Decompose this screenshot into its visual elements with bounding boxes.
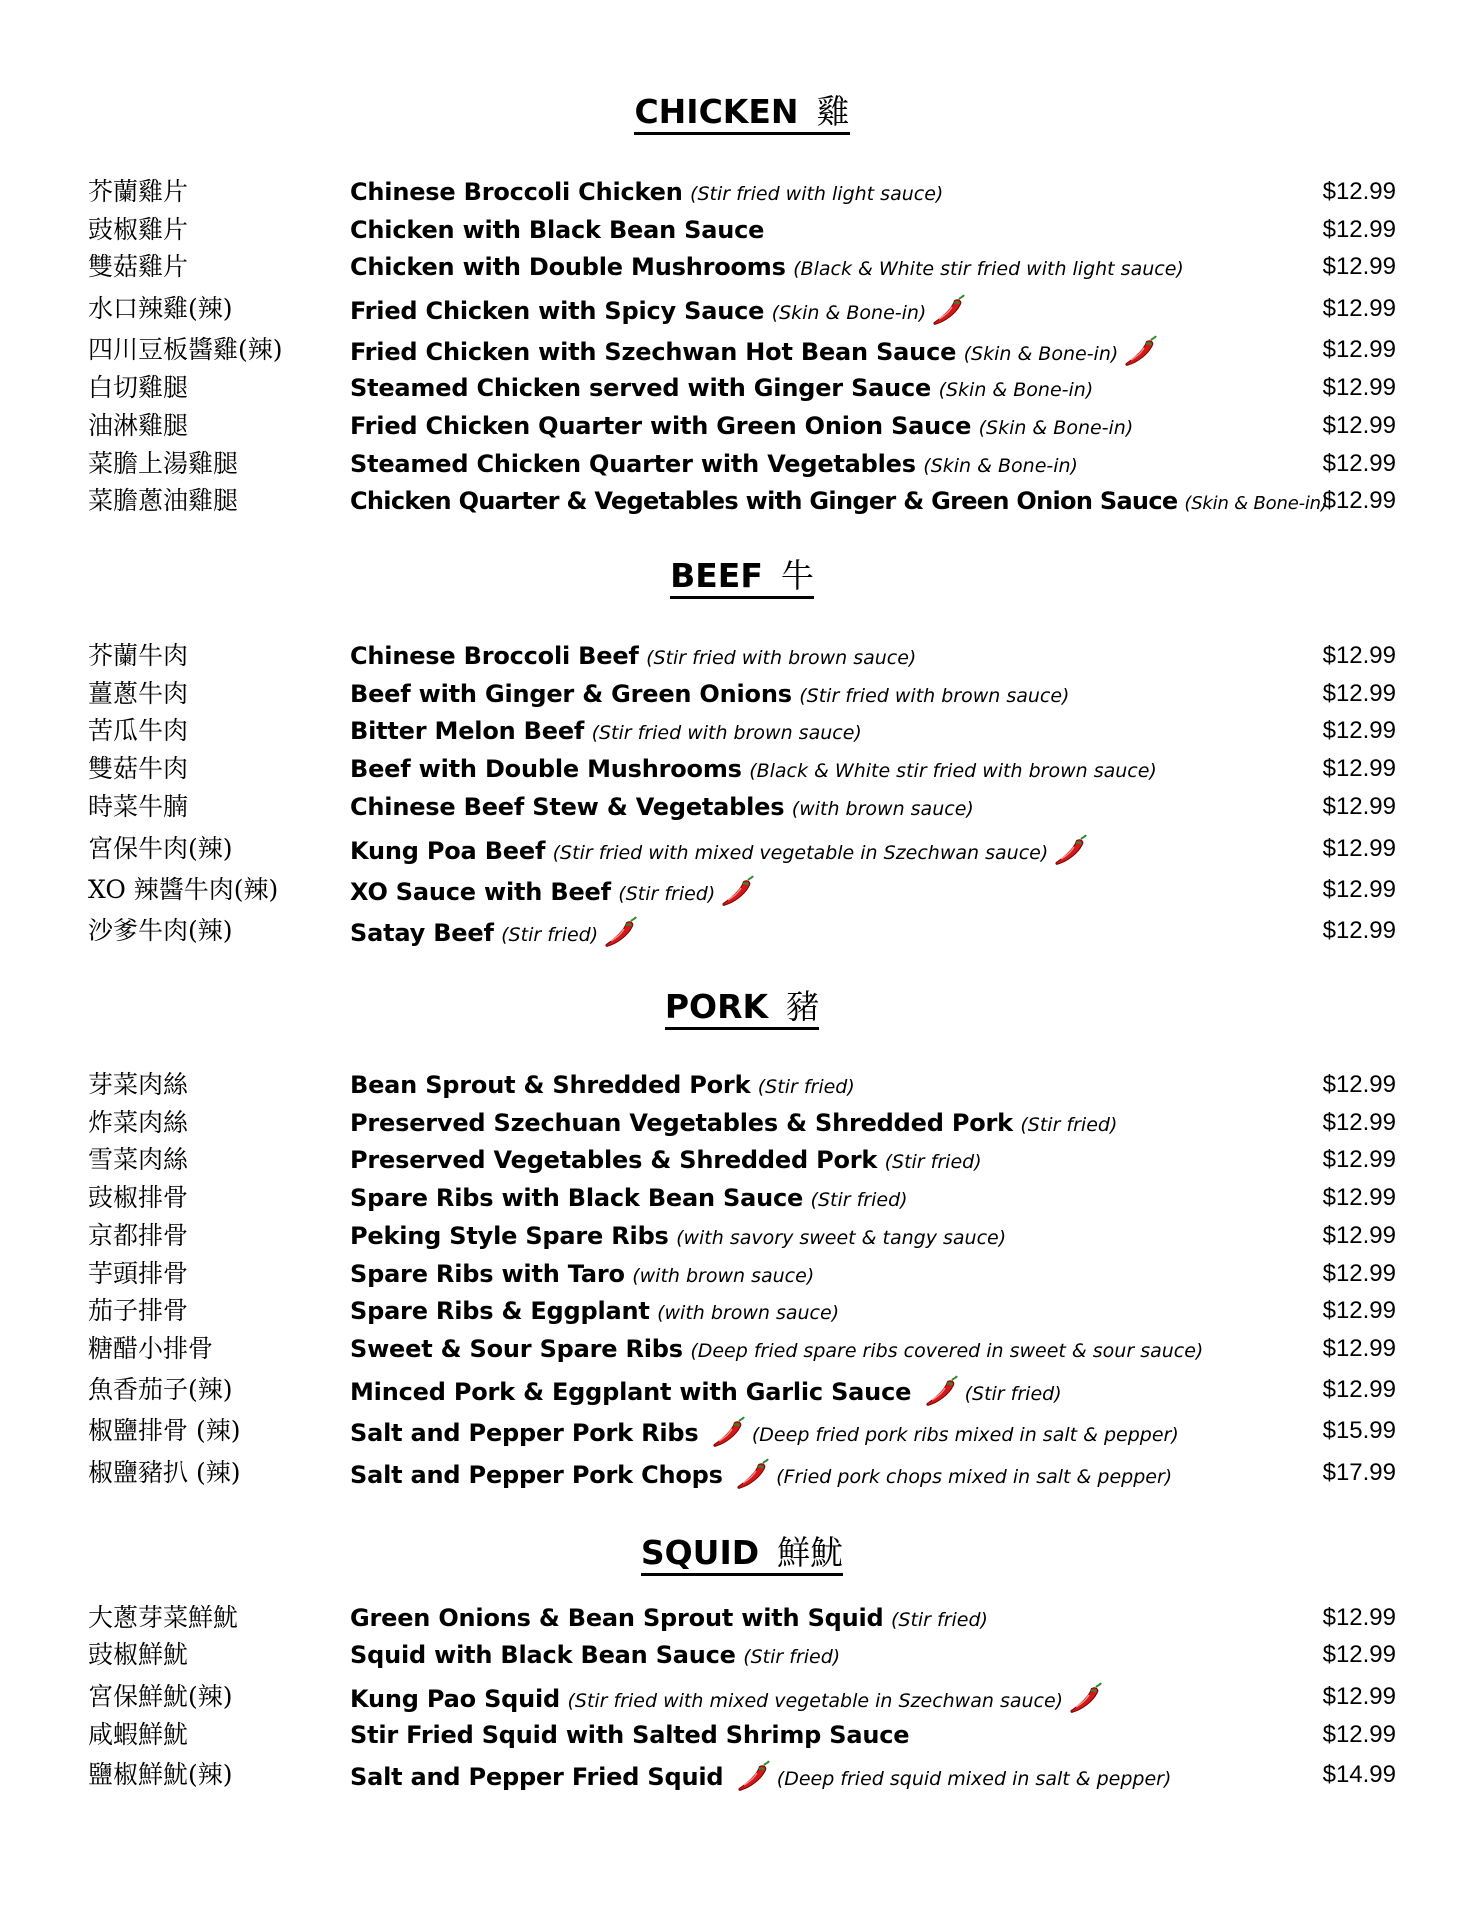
item-description-line [350, 1108, 1117, 1140]
item-chinese-name: 京都排骨 [88, 1221, 189, 1250]
item-desc: (Stir fried with mixed vegetable in Szechwan sauce) [567, 1690, 1064, 1712]
item-chinese-name: 糖醋小排骨 [88, 1334, 214, 1363]
item-description-line [350, 1682, 1109, 1716]
menu-item [0, 172, 1484, 210]
item-price: $12.99 [1322, 876, 1396, 903]
item-desc: (Skin & Bone-in) [1184, 493, 1328, 514]
menu-item [0, 1329, 1484, 1367]
item-desc: (Deep fried squid mixed in salt & pepper) [776, 1768, 1172, 1790]
item-price: $12.99 [1322, 1335, 1396, 1362]
item-chinese-name: 豉椒雞片 [88, 215, 189, 244]
item-name: Fried Chicken Quarter with Green Onion Sauce [350, 412, 972, 440]
item-description-line [350, 335, 1164, 369]
item-chinese-name: 芥蘭雞片 [88, 177, 189, 206]
section-title-en: SQUID [640, 1533, 760, 1572]
item-chinese-name: 雪菜肉絲 [88, 1145, 189, 1174]
menu-item [0, 1715, 1484, 1753]
item-price: $12.99 [1322, 1604, 1396, 1631]
item-chinese-name: 芋頭排骨 [88, 1259, 189, 1288]
menu-item [0, 1598, 1484, 1636]
item-price: $12.99 [1322, 216, 1396, 243]
item-price: $15.99 [1322, 1417, 1396, 1444]
item-desc: (Stir fried) [1020, 1114, 1118, 1136]
item-description-line [350, 486, 1328, 519]
item-description-line [350, 449, 1078, 481]
item-price: $12.99 [1322, 793, 1396, 820]
item-description-line [350, 834, 1094, 868]
item-name: Chinese Broccoli Chicken [350, 178, 683, 206]
item-desc: (Stir fried with mixed vegetable in Szechwan sauce) [552, 842, 1049, 864]
item-price: $14.99 [1322, 1761, 1396, 1788]
item-description-line [350, 215, 764, 247]
menu-item [0, 1065, 1484, 1103]
menu-item [0, 330, 1484, 368]
item-desc: (Black & White stir fried with light sauce) [793, 258, 1184, 280]
item-name: Chicken Quarter & Vegetables with Ginger & Green Onion Sauce [350, 487, 1178, 515]
item-name: Stir Fried Squid with Salted Shrimp Sauce [350, 1721, 910, 1749]
item-name: Steamed Chicken served with Ginger Sauce [350, 374, 932, 402]
menu-item [0, 406, 1484, 444]
item-desc: (Stir fried with brown sauce) [646, 647, 917, 669]
menu-item [0, 674, 1484, 712]
item-price: $12.99 [1322, 835, 1396, 862]
item-description-line [350, 252, 1184, 284]
item-description-line [350, 1375, 1062, 1409]
item-price: $12.99 [1322, 1641, 1396, 1668]
item-name: Fried Chicken with Szechwan Hot Bean Sauce [350, 338, 957, 366]
item-name: Spare Ribs with Black Bean Sauce [350, 1184, 804, 1212]
menu-item [0, 1411, 1484, 1449]
item-chinese-name: 椒鹽豬扒 (辣) [88, 1458, 241, 1487]
item-name: Beef with Double Mushrooms [350, 755, 742, 783]
item-price: $12.99 [1322, 642, 1396, 669]
item-description-line [350, 1296, 839, 1328]
item-chinese-name: 時菜牛腩 [88, 792, 189, 821]
menu-item [0, 1254, 1484, 1292]
section-title-pork [0, 987, 1484, 1031]
item-description-line [350, 1183, 908, 1215]
menu-item [0, 1178, 1484, 1216]
menu-item [0, 481, 1484, 519]
item-name: Steamed Chicken Quarter with Vegetables [350, 450, 916, 478]
item-price: $12.99 [1322, 1721, 1396, 1748]
item-name: Beef with Ginger & Green Onions [350, 680, 792, 708]
item-price: $12.99 [1322, 717, 1396, 744]
item-desc: (Stir fried) [757, 1076, 855, 1098]
section-title-zh: 牛 [780, 556, 814, 595]
menu-item [0, 1453, 1484, 1491]
item-desc: (Stir fried) [618, 883, 716, 905]
item-desc: (Stir fried with brown sauce) [591, 722, 862, 744]
section-title-en: CHICKEN [634, 92, 799, 131]
item-description-line [350, 177, 943, 209]
item-price: $17.99 [1322, 1459, 1396, 1486]
item-price: $12.99 [1322, 1146, 1396, 1173]
item-description-line [350, 875, 761, 909]
item-name: Chicken with Double Mushrooms [350, 253, 786, 281]
item-price: $12.99 [1322, 1297, 1396, 1324]
item-chinese-name: 白切雞腿 [88, 373, 189, 402]
menu-item [0, 1755, 1484, 1793]
menu-item [0, 1103, 1484, 1141]
item-price: $12.99 [1322, 253, 1396, 280]
item-price: $12.99 [1322, 1260, 1396, 1287]
pepper-icon [1069, 1682, 1103, 1716]
item-name: Chinese Beef Stew & Vegetables [350, 793, 785, 821]
item-description-line [350, 1334, 1203, 1366]
item-desc: (Stir fried) [884, 1151, 982, 1173]
item-price: $12.99 [1322, 178, 1396, 205]
item-chinese-name: 沙爹牛肉(辣) [88, 916, 233, 945]
menu-item [0, 787, 1484, 825]
item-chinese-name: 炸菜肉絲 [88, 1108, 189, 1137]
item-price: $12.99 [1322, 1376, 1396, 1403]
item-name: Bean Sprout & Shredded Pork [350, 1071, 751, 1099]
item-desc: (Stir fried) [810, 1189, 908, 1211]
menu-item [0, 911, 1484, 949]
item-chinese-name: 茄子排骨 [88, 1296, 189, 1325]
item-desc: (Black & White stir fried with brown sauce) [749, 760, 1157, 782]
item-price: $12.99 [1322, 374, 1396, 401]
item-description-line [350, 1416, 1179, 1450]
item-price: $12.99 [1322, 680, 1396, 707]
item-desc: (with brown sauce) [632, 1265, 815, 1287]
item-price: $12.99 [1322, 755, 1396, 782]
item-name: Peking Style Spare Ribs [350, 1222, 669, 1250]
item-chinese-name: 雙菇牛肉 [88, 754, 189, 783]
pepper-icon [604, 916, 638, 950]
item-name: Chinese Broccoli Beef [350, 642, 639, 670]
item-name: XO Sauce with Beef [350, 878, 611, 906]
item-desc: (with brown sauce) [657, 1302, 840, 1324]
item-description-line [350, 679, 1069, 711]
item-name: Sweet & Sour Spare Ribs [350, 1335, 683, 1363]
section-title-zh: 鮮魷 [777, 1533, 844, 1572]
pepper-icon [721, 875, 755, 909]
item-chinese-name: 薑蔥牛肉 [88, 679, 189, 708]
item-chinese-name: 豉椒鮮魷 [88, 1640, 189, 1669]
item-desc: (Deep fried spare ribs covered in sweet & sour sauce) [690, 1340, 1204, 1362]
menu-item [0, 247, 1484, 285]
pepper-icon [737, 1760, 771, 1794]
item-chinese-name: 芽菜肉絲 [88, 1070, 189, 1099]
item-desc: (Deep fried pork ribs mixed in salt & pepper) [751, 1424, 1179, 1446]
item-price: $12.99 [1322, 412, 1396, 439]
menu-item [0, 289, 1484, 327]
item-name: Fried Chicken with Spicy Sauce [350, 297, 765, 325]
menu-item [0, 1216, 1484, 1254]
item-name: Preserved Szechuan Vegetables & Shredded Pork [350, 1109, 1013, 1137]
item-price: $12.99 [1322, 917, 1396, 944]
item-name: Kung Poa Beef [350, 837, 546, 865]
item-chinese-name: 油淋雞腿 [88, 411, 189, 440]
item-desc: (Stir fried with light sauce) [690, 183, 944, 205]
item-name: Preserved Vegetables & Shredded Pork [350, 1146, 878, 1174]
item-price: $12.99 [1322, 450, 1396, 477]
item-chinese-name: XO 辣醬牛肉(辣) [88, 875, 279, 904]
item-chinese-name: 菜膽上湯雞腿 [88, 449, 239, 478]
menu-item [0, 1635, 1484, 1673]
item-desc: (Stir fried) [964, 1383, 1062, 1405]
item-name: Green Onions & Bean Sprout with Squid [350, 1604, 884, 1632]
item-chinese-name: 雙菇雞片 [88, 252, 189, 281]
menu-item [0, 444, 1484, 482]
section-title-beef [0, 556, 1484, 600]
item-name: Kung Pao Squid [350, 1685, 561, 1713]
item-description-line [350, 716, 862, 748]
item-desc: (Stir fried) [501, 924, 599, 946]
item-description-line [350, 1145, 982, 1177]
item-description-line [350, 1760, 1171, 1794]
item-desc: (Skin & Bone-in) [938, 379, 1094, 401]
item-chinese-name: 咸蝦鮮魷 [88, 1720, 189, 1749]
item-description-line [350, 1221, 1006, 1253]
item-name: Salt and Pepper Pork Ribs [350, 1419, 699, 1447]
item-chinese-name: 苦瓜牛肉 [88, 716, 189, 745]
item-description-line [350, 373, 1093, 405]
item-desc: (Skin & Bone-in) [771, 302, 927, 324]
item-description-line [350, 916, 644, 950]
item-chinese-name: 宮保鮮魷(辣) [88, 1682, 233, 1711]
item-desc: (Skin & Bone-in) [978, 417, 1134, 439]
item-name: Spare Ribs & Eggplant [350, 1297, 650, 1325]
section-title-en: BEEF [670, 556, 763, 595]
item-chinese-name: 椒鹽排骨 (辣) [88, 1416, 241, 1445]
item-name: Chicken with Black Bean Sauce [350, 216, 765, 244]
item-description-line [350, 1070, 855, 1102]
item-chinese-name: 鹽椒鮮魷(辣) [88, 1760, 233, 1789]
item-desc: (with savory sweet & tangy sauce) [676, 1227, 1007, 1249]
item-price: $12.99 [1322, 1071, 1396, 1098]
item-description-line [350, 1720, 909, 1752]
item-desc: (Stir fried) [743, 1646, 841, 1668]
item-chinese-name: 芥蘭牛肉 [88, 641, 189, 670]
menu-item [0, 1370, 1484, 1408]
item-description-line [350, 294, 972, 328]
item-name: Satay Beef [350, 919, 494, 947]
item-name: Salt and Pepper Pork Chops [350, 1461, 723, 1489]
item-description-line [350, 1259, 814, 1291]
section-title-en: PORK [664, 987, 769, 1026]
menu-item [0, 829, 1484, 867]
item-chinese-name: 大蔥芽菜鮮魷 [88, 1603, 239, 1632]
item-description-line [350, 1458, 1172, 1492]
item-desc: (Stir fried) [890, 1609, 988, 1631]
section-title-squid [0, 1533, 1484, 1577]
item-price: $12.99 [1322, 1222, 1396, 1249]
section-title-chicken [0, 92, 1484, 136]
item-desc: (Skin & Bone-in) [963, 343, 1119, 365]
menu-item [0, 210, 1484, 248]
menu-item [0, 711, 1484, 749]
item-name: Minced Pork & Eggplant with Garlic Sauce [350, 1378, 912, 1406]
item-chinese-name: 豉椒排骨 [88, 1183, 189, 1212]
pepper-icon [1124, 335, 1158, 369]
pepper-icon [736, 1458, 770, 1492]
item-name: Squid with Black Bean Sauce [350, 1641, 736, 1669]
item-price: $12.99 [1322, 1683, 1396, 1710]
item-price: $12.99 [1322, 295, 1396, 322]
item-chinese-name: 四川豆板醬雞(辣) [88, 335, 283, 364]
pepper-icon [932, 294, 966, 328]
item-chinese-name: 魚香茄子(辣) [88, 1375, 233, 1404]
item-desc: (with brown sauce) [791, 798, 974, 820]
menu-item [0, 1677, 1484, 1715]
item-desc: (Stir fried with brown sauce) [799, 685, 1070, 707]
pepper-icon [925, 1375, 959, 1409]
item-name: Spare Ribs with Taro [350, 1260, 625, 1288]
item-desc: (Fried pork chops mixed in salt & pepper) [776, 1466, 1173, 1488]
item-price: $12.99 [1322, 1109, 1396, 1136]
item-description-line [350, 1640, 840, 1672]
item-name: Salt and Pepper Fried Squid [350, 1763, 724, 1791]
item-description-line [350, 792, 974, 824]
menu-item [0, 870, 1484, 908]
menu-item [0, 368, 1484, 406]
section-title-zh: 豬 [786, 987, 820, 1026]
item-name: Bitter Melon Beef [350, 717, 585, 745]
item-chinese-name: 宮保牛肉(辣) [88, 834, 233, 863]
pepper-icon [1054, 834, 1088, 868]
item-desc: (Skin & Bone-in) [923, 455, 1078, 477]
item-description-line [350, 1603, 988, 1635]
pepper-icon [712, 1416, 746, 1450]
menu-item [0, 1140, 1484, 1178]
item-price: $12.99 [1322, 487, 1396, 514]
item-chinese-name: 水口辣雞(辣) [88, 294, 233, 323]
item-price: $12.99 [1322, 336, 1396, 363]
menu-item [0, 636, 1484, 674]
item-description-line [350, 411, 1133, 443]
menu-item [0, 749, 1484, 787]
item-price: $12.99 [1322, 1184, 1396, 1211]
item-description-line [350, 754, 1157, 786]
menu-item [0, 1291, 1484, 1329]
item-chinese-name: 菜膽蔥油雞腿 [88, 486, 239, 515]
item-description-line [350, 641, 916, 673]
section-title-zh: 雞 [816, 92, 850, 131]
